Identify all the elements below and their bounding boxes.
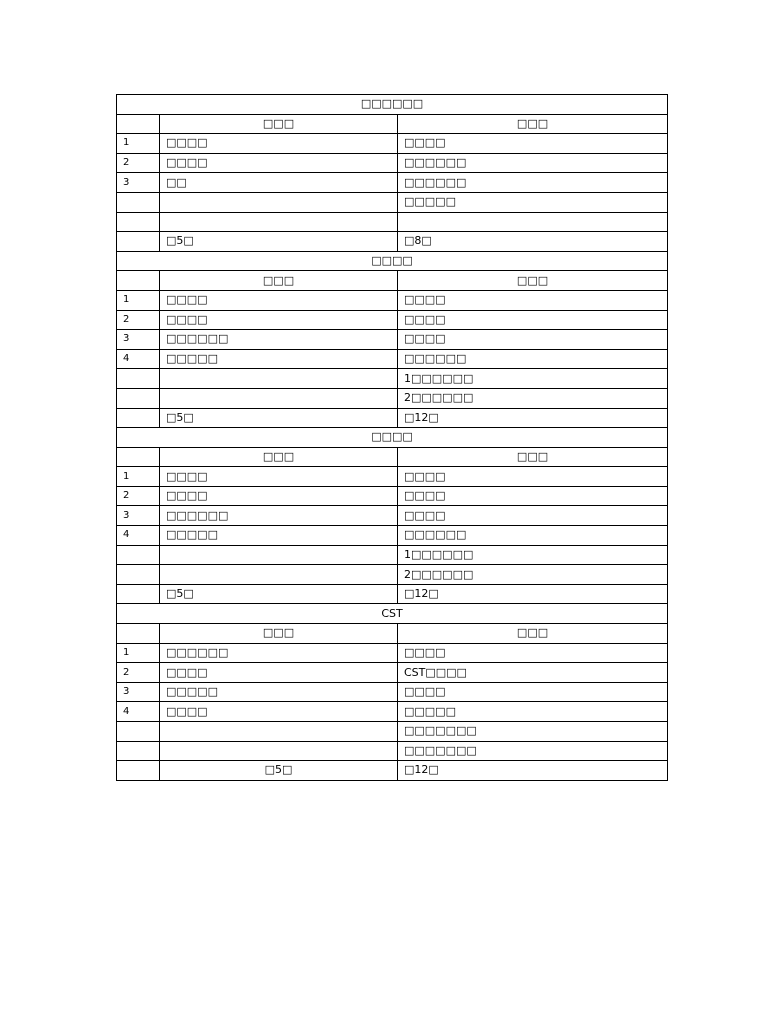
row-number: 3 [117,682,160,702]
column-b-cell: □□□□□ [398,192,668,212]
section-title-row [117,428,668,448]
column-b-cell: CST□□□□ [398,663,668,683]
column-b-header: □□□ [398,447,668,467]
row-number: 3 [117,173,160,193]
total-label [117,408,160,428]
table-row [117,467,668,487]
column-a-cell [160,722,398,742]
column-a-cell: □□□□ [160,134,398,154]
row-number: 2 [117,663,160,683]
column-b-cell: □□□□□□ [398,526,668,546]
row-number [117,212,160,232]
row-number: 3 [117,330,160,350]
column-a-cell: □□□□ [160,290,398,310]
column-a-cell: □□□□ [160,702,398,722]
row-number: 1 [117,467,160,487]
table-row [117,173,668,193]
table-row [117,192,668,212]
column-a-cell: □□ [160,173,398,193]
total-column-b: □12□ [398,584,668,604]
column-header-row [117,624,668,644]
column-header-row [117,447,668,467]
row-number: 4 [117,702,160,722]
column-b-cell: □□□□ [398,467,668,487]
column-a-cell [160,545,398,565]
row-number: 2 [117,486,160,506]
column-header-row [117,114,668,134]
total-label [117,761,160,781]
total-column-a: □5□ [160,232,398,252]
document-page [116,94,667,781]
row-number: 2 [117,153,160,173]
row-number [117,545,160,565]
column-a-cell: □□□□ [160,153,398,173]
row-number: 1 [117,643,160,663]
column-a-cell: □□□□□□ [160,506,398,526]
column-b-cell: □□□□ [398,486,668,506]
column-a-cell [160,388,398,408]
table-row [117,388,668,408]
total-row [117,761,668,781]
table-row [117,349,668,369]
column-b-cell: □□□□□□ [398,173,668,193]
index-header-cell [117,114,160,134]
table-row [117,330,668,350]
total-row [117,232,668,252]
total-column-a: □5□ [160,584,398,604]
column-b-cell: 1□□□□□□ [398,369,668,389]
column-b-cell: 2□□□□□□ [398,565,668,585]
table-row [117,722,668,742]
section-title: □□□□ [117,251,668,271]
table-row [117,545,668,565]
table-row [117,526,668,546]
table-row [117,134,668,154]
table-row [117,290,668,310]
table-body [117,95,668,781]
column-b-cell: □□□□ [398,506,668,526]
column-a-header: □□□ [160,271,398,291]
total-column-a: □5□ [160,408,398,428]
row-number [117,192,160,212]
table-row [117,506,668,526]
column-a-cell: □□□□ [160,467,398,487]
column-a-cell: □□□□□□ [160,643,398,663]
column-b-cell [398,212,668,232]
table-row [117,565,668,585]
table-row [117,369,668,389]
index-header-cell [117,447,160,467]
column-a-header: □□□ [160,447,398,467]
row-number: 1 [117,290,160,310]
total-row [117,408,668,428]
total-label [117,584,160,604]
total-column-a: □5□ [160,761,398,781]
section-title: □□□□ [117,428,668,448]
column-a-cell: □□□□□ [160,682,398,702]
table-row [117,153,668,173]
column-a-cell: □□□□□ [160,349,398,369]
column-b-cell: □□□□□□ [398,153,668,173]
row-number [117,388,160,408]
column-b-header: □□□ [398,271,668,291]
section-title-row [117,251,668,271]
section-title: CST [117,604,668,624]
column-b-cell: □□□□ [398,643,668,663]
index-header-cell [117,271,160,291]
column-a-cell: □□□□ [160,663,398,683]
column-header-row [117,271,668,291]
total-column-b: □12□ [398,761,668,781]
table-row [117,486,668,506]
table-row [117,643,668,663]
row-number: 4 [117,526,160,546]
column-a-header: □□□ [160,624,398,644]
column-a-cell [160,212,398,232]
row-number: 3 [117,506,160,526]
column-b-cell: □□□□□ [398,702,668,722]
table-row [117,310,668,330]
index-header-cell [117,624,160,644]
column-b-cell: □□□□ [398,682,668,702]
column-a-cell: □□□□□ [160,526,398,546]
total-label [117,232,160,252]
column-a-header: □□□ [160,114,398,134]
column-b-cell: □□□□□□ [398,349,668,369]
column-b-cell: □□□□ [398,290,668,310]
row-number [117,565,160,585]
table-row [117,682,668,702]
table-row [117,663,668,683]
row-number [117,741,160,761]
table-row [117,212,668,232]
total-column-b: □12□ [398,408,668,428]
total-column-b: □8□ [398,232,668,252]
total-row [117,584,668,604]
column-a-cell [160,565,398,585]
section-title: □□□□□□ [117,95,668,115]
column-b-cell: 1□□□□□□ [398,545,668,565]
section-title-row [117,604,668,624]
column-b-header: □□□ [398,114,668,134]
column-a-cell: □□□□□□ [160,330,398,350]
row-number: 1 [117,134,160,154]
column-b-cell: □□□□□□□ [398,722,668,742]
column-b-header: □□□ [398,624,668,644]
column-a-cell [160,192,398,212]
row-number [117,369,160,389]
column-a-cell [160,741,398,761]
column-a-cell: □□□□ [160,310,398,330]
row-number: 2 [117,310,160,330]
section-title-row [117,95,668,115]
column-a-cell [160,369,398,389]
column-b-cell: □□□□ [398,134,668,154]
column-b-cell: □□□□ [398,310,668,330]
column-b-cell: □□□□□□□ [398,741,668,761]
row-number [117,722,160,742]
comparison-table [116,94,668,781]
row-number: 4 [117,349,160,369]
table-row [117,741,668,761]
table-row [117,702,668,722]
column-b-cell: □□□□ [398,330,668,350]
column-b-cell: 2□□□□□□ [398,388,668,408]
column-a-cell: □□□□ [160,486,398,506]
